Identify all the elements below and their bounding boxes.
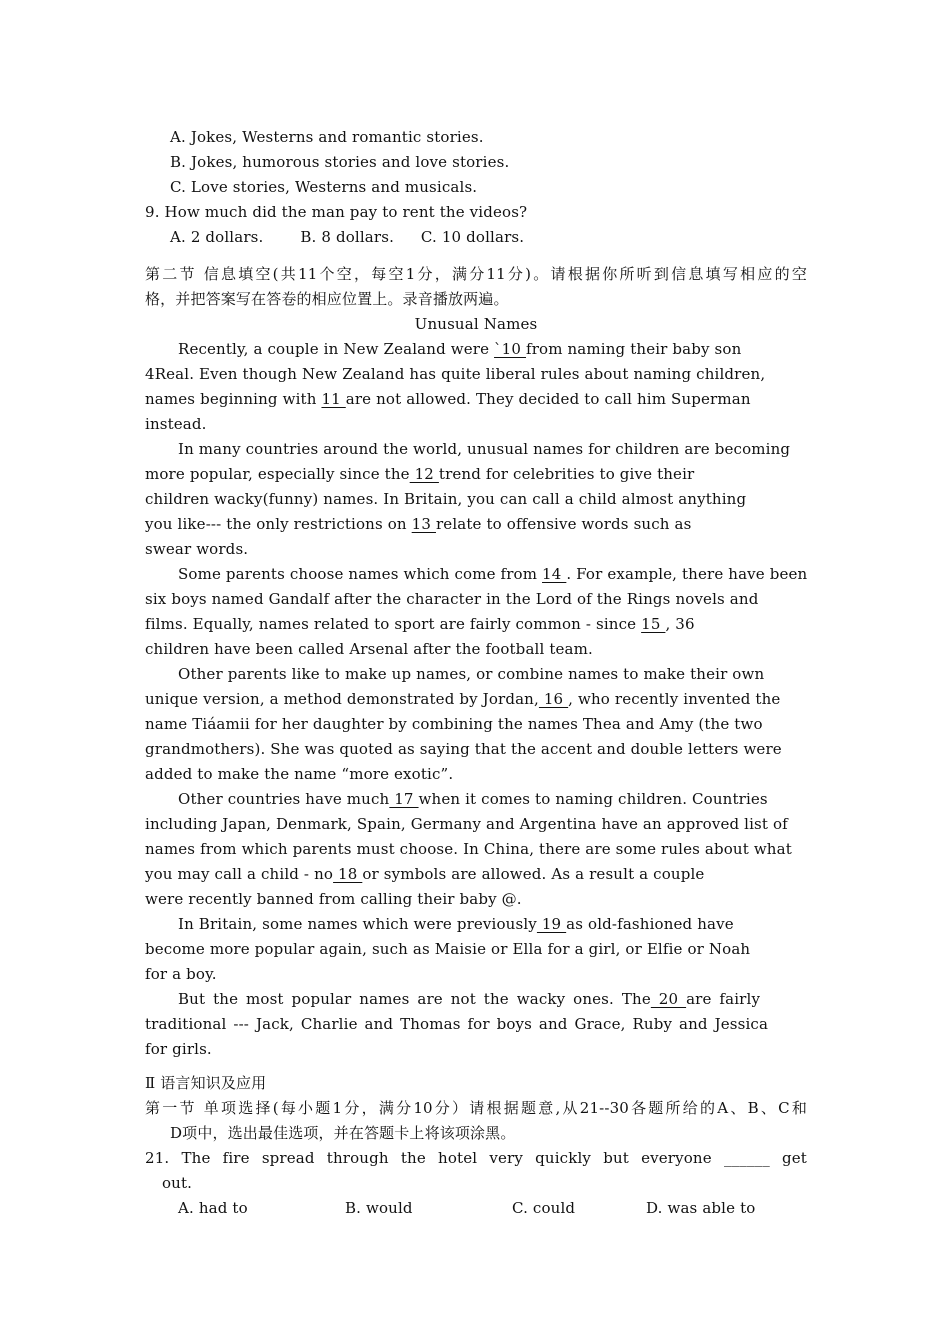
blank-15: 15: [641, 615, 666, 633]
q9-option-a: A. 2 dollars.: [170, 228, 264, 246]
q21-option-c: C. could: [512, 1199, 576, 1217]
blank-10: `10: [494, 340, 526, 358]
passage-line: for girls.: [145, 1040, 212, 1058]
q9-question: 9. How much did the man pay to rent the videos?: [145, 203, 528, 221]
q8-option-b: B. Jokes, humorous stories and love stories.: [170, 153, 510, 171]
blank-16: 16: [538, 690, 569, 708]
blank-18: 18: [333, 865, 363, 883]
blank-17: 17: [389, 790, 419, 808]
q21-options: [178, 1196, 840, 1221]
blank-14: 14: [542, 565, 567, 583]
passage-line: you may call a child - no 18 or symbols are allowed. As a result a couple: [145, 865, 705, 883]
part2-instructions-line2: D项中，选出最佳选项，并在答题卡上将该项涂黑。: [170, 1124, 516, 1142]
blank-19: 19: [536, 915, 567, 933]
q9-option-c: C. 10 dollars.: [420, 228, 525, 246]
passage-line: But the most popular names are not the wacky ones. The 20 are fairly: [178, 990, 761, 1008]
passage-line: children have been called Arsenal after the football team.: [145, 640, 593, 658]
passage-line: were recently banned from calling their baby @.: [145, 890, 522, 908]
blank-20: 20: [650, 990, 687, 1008]
q9-option-b: B. 8 dollars.: [300, 228, 394, 246]
q21-option-b: B. would: [345, 1199, 413, 1217]
passage-line: unique version, a method demonstrated by Jordan, 16 , who recently invented the: [145, 690, 781, 708]
passage-line: more popular, especially since the 12 trend for celebrities to give their: [145, 465, 695, 483]
passage-line: In many countries around the world, unusual names for children are becoming: [178, 440, 791, 458]
section2-instructions-line1: 第二节 信息填空(共11个空，每空1分，满分11分)。请根据你所听到信息填写相应的空: [145, 265, 807, 283]
passage-line: In Britain, some names which were previously 19 as old-fashioned have: [178, 915, 734, 933]
passage-line: Other parents like to make up names, or combine names to make their own: [178, 665, 765, 683]
passage-line: added to make the name “more exotic”.: [145, 765, 454, 783]
passage-line: six boys named Gandalf after the character in the Lord of the Rings novels and: [145, 590, 759, 608]
q21-question-line2: out.: [162, 1174, 193, 1192]
passage-line: children wacky(funny) names. In Britain, you can call a child almost anything: [145, 490, 747, 508]
part2-heading: Ⅱ 语言知识及应用: [145, 1074, 267, 1092]
passage-line: traditional --- Jack, Charlie and Thomas for boys and Grace, Ruby and Jessica: [145, 1015, 769, 1033]
passage-line: including Japan, Denmark, Spain, Germany and Argentina have an approved list of: [145, 815, 788, 833]
q21-question-line1: 21. The fire spread through the hotel very quickly but everyone ______ get: [145, 1149, 807, 1167]
passage-line: swear words.: [145, 540, 249, 558]
blank-13: 13: [411, 515, 436, 533]
passage-line: Some parents choose names which come from 14 . For example, there have been: [178, 565, 808, 583]
passage-line: become more popular again, such as Maisie or Ella for a girl, or Elfie or Noah: [145, 940, 751, 958]
part2-instructions-line1: 第一节 单项选择(每小题1分，满分10分）请根据题意,从21--30各题所给的A、B、C和: [145, 1099, 807, 1117]
passage-line: instead.: [145, 415, 207, 433]
passage-line: films. Equally, names related to sport are fairly common - since 15 , 36: [145, 615, 695, 633]
passage-title: Unusual Names: [414, 315, 538, 333]
passage-line: 4Real. Even though New Zealand has quite liberal rules about naming children,: [145, 365, 766, 383]
q8-option-a: A. Jokes, Westerns and romantic stories.: [170, 128, 484, 146]
passage-line: grandmothers). She was quoted as saying that the accent and double letters were: [145, 740, 782, 758]
q9-options: [170, 225, 832, 250]
q21-option-d: D. was able to: [646, 1199, 756, 1217]
passage-line: names from which parents must choose. In China, there are some rules about what: [145, 840, 792, 858]
passage-line: Other countries have much 17 when it comes to naming children. Countries: [178, 790, 768, 808]
passage-line: names beginning with 11 are not allowed. They decided to call him Superman: [145, 390, 751, 408]
passage-line: you like--- the only restrictions on 13 relate to offensive words such as: [145, 515, 692, 533]
q21-option-a: A. had to: [178, 1199, 248, 1217]
passage-line: Recently, a couple in New Zealand were `10 from naming their baby son: [178, 340, 742, 358]
blank-12: 12: [409, 465, 439, 483]
passage-line: for a boy.: [145, 965, 217, 983]
q8-option-c: C. Love stories, Westerns and musicals.: [170, 178, 478, 196]
section2-instructions-line2: 格，并把答案写在答卷的相应位置上。录音播放两遍。: [145, 290, 509, 308]
blank-11: 11: [321, 390, 346, 408]
passage-line: name Tiáamii for her daughter by combining the names Thea and Amy (the two: [145, 715, 763, 733]
